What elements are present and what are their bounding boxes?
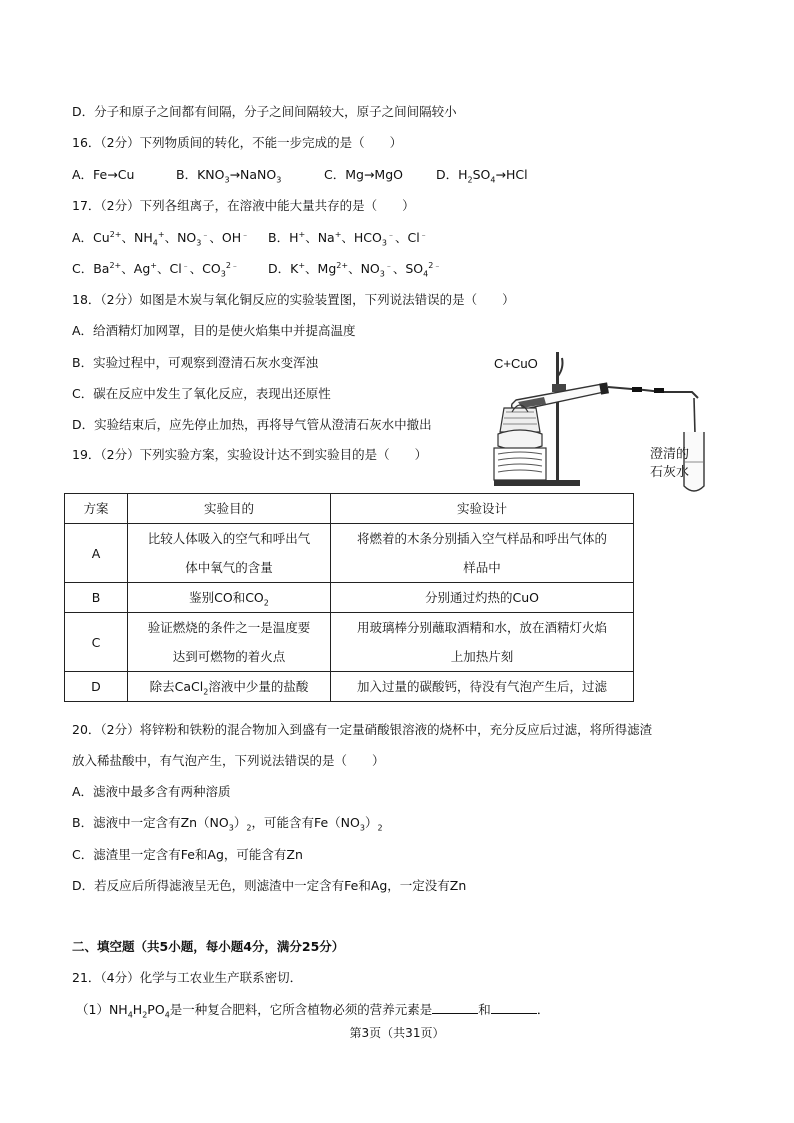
carbon-copper-oxide-apparatus-figure [484,350,706,496]
table-cell-id: C [65,613,128,672]
table-cell-id: D [65,672,128,702]
q20-option-b: B．滤液中一定含有$Zn(NO_3)_2$，可能含有$Fe(NO_3)_2$ [72,815,383,833]
table-cell-id: B [65,583,128,613]
q17-stem: 17．（2分）下列各组离子，在溶液中能大量共存的是（ ） [72,198,415,213]
table-row [65,524,634,583]
q21-stem: 21．（4分）化学与工农业生产联系密切． [72,970,303,985]
apparatus-label-reactants: C+CuO [494,356,538,371]
q17-options-cd [72,260,441,278]
q17-option-d: D．K+、$Mg^{2+}$、$NO_3^﹣$、$SO_4^{2﹣}$ [268,260,442,279]
section-heading-fill-in: 二、填空题（共5小题，每小题4分，满分25分） [72,939,345,954]
table-header-goal: 实验目的 [128,494,331,524]
q16-options [72,166,528,184]
q16-option-b: B．$KNO_3\to NaNO_3$ [176,167,282,185]
q20-stem-line1: 20．（2分）将锌粉和铁粉的混合物加入到盛有一定量硝酸银溶液的烧杯中，充分反应后过滤，将所得滤渣 [72,722,653,737]
q16-option-a: A．Fe→Cu [72,167,135,182]
table-header-row [65,494,634,524]
table-row [65,613,634,672]
q17-option-a: A．$Cu^{2+}$、$NH_4^+$、$NO_3^﹣$、OH﹣ [72,229,250,248]
q16-option-c: C．Mg→MgO [324,167,403,182]
table-cell-goal: 验证燃烧的条件之一是温度要 达到可燃物的着火点 [128,613,331,672]
q17-option-c: C．$Ba^{2+}$、Ag+、Cl﹣、$CO_3^{2﹣}$ [72,260,239,279]
q20-stem-line2: 放入稀盐酸中，有气泡产生，下列说法错误的是（ ） [72,753,385,768]
q17-options-ab [72,229,428,247]
q18-option-b: B．实验过程中，可观察到澄清石灰水变浑浊 [72,355,319,370]
q18-option-c: C．碳在反应中发生了氧化反应，表现出还原性 [72,386,331,401]
table-cell-goal: 除去CaCl$_2$溶液中少量的盐酸 [128,672,331,702]
answer-blank-2[interactable] [491,1001,537,1014]
table-cell-design: 用玻璃棒分别蘸取酒精和水，放在酒精灯火焰 上加热片刻 [331,613,634,672]
q20-option-a: A．滤液中最多含有两种溶质 [72,784,231,799]
q18-stem: 18．（2分）如图是木炭与氧化铜反应的实验装置图，下列说法错误的是（ ） [72,292,515,307]
table-header-design: 实验设计 [331,494,634,524]
q16-stem: 16．（2分）下列物质间的转化，不能一步完成的是（ ） [72,135,403,150]
q21-part1: $(1)NH_4H_2PO_4$是一种复合肥料，它所含植物必须的营养元素是 和 ． [76,1002,550,1020]
apparatus-label-limewater-2: 石灰水 [650,464,690,479]
table-cell-design: 将燃着的木条分别插入空气样品和呼出气体的 样品中 [331,524,634,583]
q20-option-c: C．滤渣里一定含有Fe和Ag，可能含有Zn [72,847,303,862]
table-row [65,672,634,702]
q19-table [64,493,634,702]
q20-option-d: D．若反应后所得滤液呈无色，则滤渣中一定含有Fe和Ag，一定没有Zn [72,878,467,893]
q17-option-b: B．H+、Na+、$HCO_3^﹣$、Cl﹣ [268,229,428,248]
q15-option-d: D．分子和原子之间都有间隔，分子之间间隔较大，原子之间间隔较小 [72,104,457,119]
table-header-plan: 方案 [65,494,128,524]
answer-blank-1[interactable] [432,1001,478,1014]
q19-stem: 19．（2分）下列实验方案，实验设计达不到实验目的是（ ） [72,447,428,462]
table-cell-id: A [65,524,128,583]
q18-option-a: A．给酒精灯加网罩，目的是使火焰集中并提高温度 [72,323,356,338]
q16-option-d: D．$H_2SO_4\to HCl$ [436,167,528,185]
apparatus-label-limewater-1: 澄清的 [650,446,690,461]
table-row [65,583,634,613]
table-cell-goal: 比较人体吸入的空气和呼出气 体中氧气的含量 [128,524,331,583]
table-cell-design: 分别通过灼热的CuO [331,583,634,613]
page-footer: 第3页（共31页） [349,1026,445,1040]
table-cell-design: 加入过量的碳酸钙，待没有气泡产生后，过滤 [331,672,634,702]
table-cell-goal: 鉴别CO和$CO_2$ [128,583,331,613]
q18-option-d: D．实验结束后，应先停止加热，再将导气管从澄清石灰水中撤出 [72,417,432,432]
